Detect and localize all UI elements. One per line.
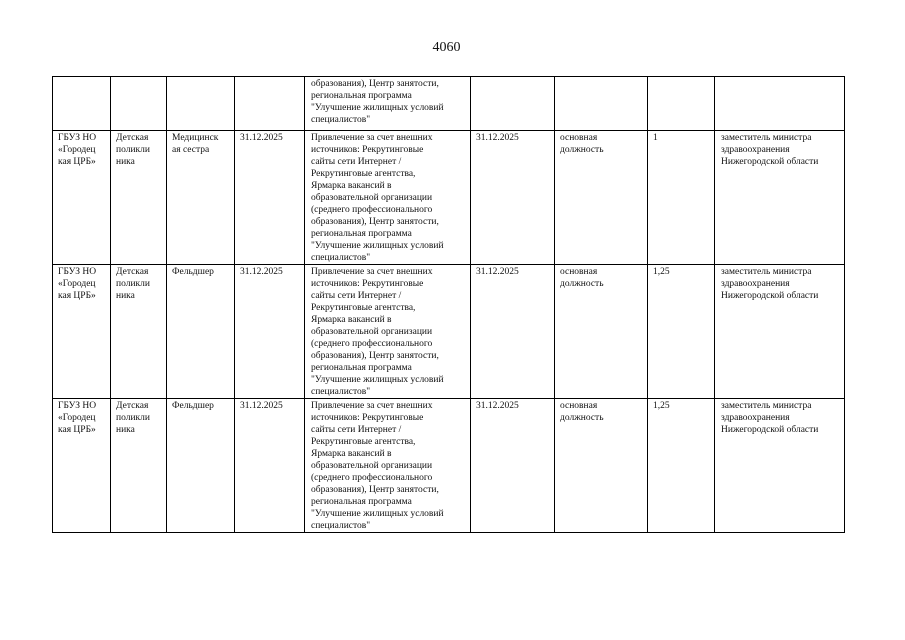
position-line: ая сестра — [172, 145, 210, 155]
responsible-line: Нижегородской области — [721, 425, 819, 435]
cell-deadline: 31.12.2025 — [235, 399, 305, 533]
measure-line: "Улучшение жилищных условий — [311, 241, 444, 251]
measure-line: образования), Центр занятости, — [311, 351, 439, 361]
responsible-line: здравоохранения — [721, 413, 790, 423]
table-row — [53, 131, 845, 265]
employment-line: основная — [560, 267, 598, 277]
position-line: Фельдшер — [172, 267, 214, 277]
cell-employment — [555, 399, 648, 533]
measure-line: специалистов" — [311, 521, 371, 531]
cell-date: 31.12.2025 — [471, 265, 555, 399]
organization-line: ГБУЗ НО — [58, 401, 97, 411]
measure-line: (среднего профессионального — [311, 473, 433, 483]
cell-rate — [648, 77, 715, 131]
measure-line: Привлечение за счет внешних — [311, 267, 433, 277]
measure-line: региональная программа — [311, 497, 412, 507]
measure-line: сайты сети Интернет / — [311, 291, 402, 301]
organization-line: ГБУЗ НО — [58, 267, 97, 277]
measure-line: образовательной организации — [311, 461, 433, 471]
cell-unit — [111, 399, 167, 533]
measure-line: источников: Рекрутинговые — [311, 145, 424, 155]
measure-line: "Улучшение жилищных условий — [311, 375, 444, 385]
unit-line: поликли — [116, 413, 150, 423]
organization-line: «Городец — [58, 279, 96, 289]
table-row-continuation — [53, 77, 845, 131]
cell-date: 31.12.2025 — [471, 399, 555, 533]
cell-date — [471, 77, 555, 131]
measure-line: региональная программа — [311, 229, 412, 239]
cell-unit — [111, 131, 167, 265]
cell-deadline: 31.12.2025 — [235, 131, 305, 265]
employment-line: основная — [560, 401, 598, 411]
measure-line: образования), Центр занятости, — [311, 217, 439, 227]
measure-line: Ярмарка вакансий в — [311, 315, 392, 325]
measure-line: образования), Центр занятости, — [311, 485, 439, 495]
measure-line: (среднего профессионального — [311, 339, 433, 349]
measure-line: специалистов" — [311, 115, 371, 125]
cell-rate: 1,25 — [648, 265, 715, 399]
cell-responsible — [715, 77, 845, 131]
measure-line: сайты сети Интернет / — [311, 425, 402, 435]
organization-line: кая ЦРБ» — [58, 425, 96, 435]
cell-deadline: 31.12.2025 — [235, 265, 305, 399]
cell-measures — [305, 265, 471, 399]
table-row — [53, 399, 845, 533]
unit-line: ника — [116, 291, 135, 301]
measure-line: источников: Рекрутинговые — [311, 279, 424, 289]
unit-line: Детская — [116, 401, 149, 411]
employment-line: должность — [560, 413, 604, 423]
measure-line: специалистов" — [311, 253, 371, 263]
cell-organization — [53, 399, 111, 533]
cell-responsible — [715, 399, 845, 533]
cell-deadline — [235, 77, 305, 131]
position-line: Медицинск — [172, 133, 219, 143]
measure-line: источников: Рекрутинговые — [311, 413, 424, 423]
organization-line: кая ЦРБ» — [58, 291, 96, 301]
cell-position — [167, 399, 235, 533]
unit-line: Детская — [116, 133, 149, 143]
organization-line: кая ЦРБ» — [58, 157, 96, 167]
cell-measures — [305, 399, 471, 533]
cell-organization — [53, 265, 111, 399]
staffing-table — [52, 76, 845, 533]
responsible-line: заместитель министра — [721, 133, 812, 143]
measure-line: (среднего профессионального — [311, 205, 433, 215]
cell-organization — [53, 77, 111, 131]
unit-line: поликли — [116, 145, 150, 155]
responsible-line: здравоохранения — [721, 145, 790, 155]
cell-position — [167, 131, 235, 265]
responsible-line: Нижегородской области — [721, 291, 819, 301]
cell-measures — [305, 77, 471, 131]
measure-line: Ярмарка вакансий в — [311, 449, 392, 459]
measure-line: образования), Центр занятости, — [311, 79, 439, 89]
table-row — [53, 265, 845, 399]
cell-measures — [305, 131, 471, 265]
page-number: 4060 — [432, 40, 461, 55]
cell-employment — [555, 131, 648, 265]
unit-line: ника — [116, 157, 135, 167]
cell-employment — [555, 265, 648, 399]
measure-line: региональная программа — [311, 363, 412, 373]
unit-line: ника — [116, 425, 135, 435]
cell-position — [167, 77, 235, 131]
measure-line: "Улучшение жилищных условий — [311, 103, 444, 113]
cell-date: 31.12.2025 — [471, 131, 555, 265]
measure-line: "Улучшение жилищных условий — [311, 509, 444, 519]
cell-rate: 1 — [648, 131, 715, 265]
organization-line: «Городец — [58, 145, 96, 155]
measure-line: Рекрутинговые агентства, — [311, 169, 416, 179]
measure-line: образовательной организации — [311, 193, 433, 203]
cell-unit — [111, 265, 167, 399]
cell-employment — [555, 77, 648, 131]
cell-rate: 1,25 — [648, 399, 715, 533]
cell-organization — [53, 131, 111, 265]
organization-line: «Городец — [58, 413, 96, 423]
cell-unit — [111, 77, 167, 131]
measure-line: региональная программа — [311, 91, 412, 101]
measure-line: Ярмарка вакансий в — [311, 181, 392, 191]
measure-line: Рекрутинговые агентства, — [311, 303, 416, 313]
cell-position — [167, 265, 235, 399]
cell-responsible — [715, 131, 845, 265]
measure-line: специалистов" — [311, 387, 371, 397]
responsible-line: заместитель министра — [721, 267, 812, 277]
measure-line: Рекрутинговые агентства, — [311, 437, 416, 447]
organization-line: ГБУЗ НО — [58, 133, 97, 143]
measure-line: образовательной организации — [311, 327, 433, 337]
measure-line: Привлечение за счет внешних — [311, 401, 433, 411]
position-line: Фельдшер — [172, 401, 214, 411]
cell-responsible — [715, 265, 845, 399]
measure-line: Привлечение за счет внешних — [311, 133, 433, 143]
unit-line: Детская — [116, 267, 149, 277]
employment-line: должность — [560, 279, 604, 289]
employment-line: основная — [560, 133, 598, 143]
responsible-line: здравоохранения — [721, 279, 790, 289]
responsible-line: заместитель министра — [721, 401, 812, 411]
responsible-line: Нижегородской области — [721, 157, 819, 167]
measure-line: сайты сети Интернет / — [311, 157, 402, 167]
unit-line: поликли — [116, 279, 150, 289]
employment-line: должность — [560, 145, 604, 155]
